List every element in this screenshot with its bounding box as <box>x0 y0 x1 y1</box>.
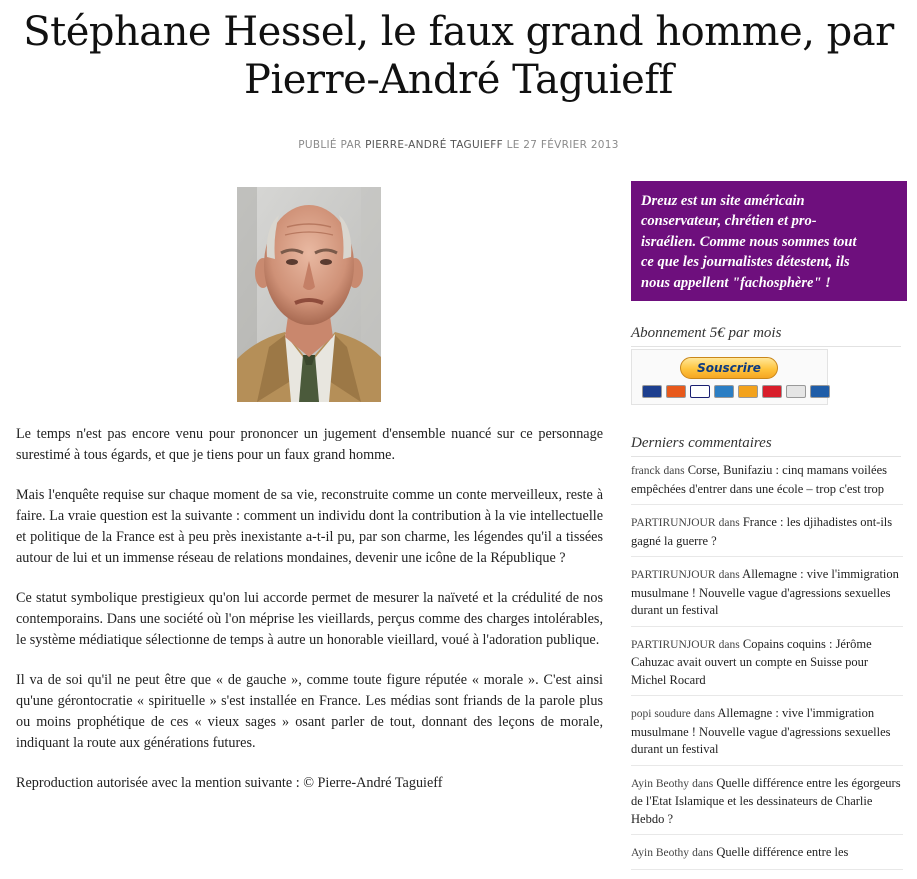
amex-icon <box>714 385 734 398</box>
comment-item <box>631 636 903 697</box>
byline-date: LE 27 FÉVRIER 2013 <box>506 139 619 151</box>
comment-item <box>631 566 903 627</box>
article-title-line-1: Stéphane Hessel, le faux grand homme, par <box>23 9 894 55</box>
comment-author[interactable]: popi soudure <box>631 708 691 720</box>
promo-line: conservateur, chrétien et pro- <box>641 213 817 230</box>
comment-item <box>631 775 903 836</box>
comment-item <box>631 462 903 505</box>
paypal-subscribe-box <box>631 349 828 405</box>
article-paragraph: Ce statut symbolique prestigieux qu'on lui accorde permet de mesurer la naïveté et la crédulité de nos contemporains. Dans une société où l'on méprise les vieillards, perçus comme des charges intolérables, le système médiatique sélectionne de temps à autre un honorable vieillard, voué à l'adoration publique. <box>16 590 603 648</box>
comment-item <box>631 514 903 557</box>
subscription-title: Abonnement 5€ par mois <box>631 325 901 347</box>
article-paragraph: Mais l'enquête requise sur chaque moment de sa vie, reconstruite comme un conte merveilleux, reste à faire. La vraie question est la suivante : comment un individu dont la contribution à la vie intellectuelle et politique de la France est à peu près inexistante a-t-il pu, par son charme, les légendes qu'il a tissées autour de lui et un immense réseau de relations mondaines, devenir une icône de la République ? <box>16 487 603 566</box>
copyright-notice: Reproduction autorisée avec la mention suivante : © Pierre-André Taguieff <box>16 775 443 791</box>
comment-item <box>631 844 903 870</box>
article-photo <box>237 187 381 402</box>
article-paragraph: Il va de soi qu'il ne peut être que « de gauche », comme toute figure réputée « morale ». C'est ainsi qu'une gérontocratie « spirituelle » s'est installée en France. Les médias sont friands de la parole plus ou moins prophétique de ces « vieux sages » osant parler de tout, donnant des leçons de morale, indiquant la route aux générations futures. <box>16 672 603 751</box>
comment-post-link[interactable]: Quelle différence entre les égorgeurs de l'Etat Islamique et les dessinateurs de Charlie Hebdo ? <box>631 775 901 826</box>
mastercard-icon <box>666 385 686 398</box>
comment-separator: dans <box>663 465 685 477</box>
article-paragraph: Le temps n'est pas encore venu pour prononcer un jugement d'ensemble nuancé sur ce personnage surestimé à tous égards, et que je tiens pour un faux grand homme. <box>16 426 603 463</box>
discover-icon <box>738 385 758 398</box>
comment-post-link[interactable]: Copains coquins : Jérôme Cahuzac avait ouvert un compte en Suisse pour Michel Rocard <box>631 636 872 687</box>
portrait-illustration <box>237 187 381 402</box>
comment-separator: dans <box>718 569 740 581</box>
byline-author-link[interactable]: PIERRE-ANDRÉ TAGUIEFF <box>365 139 503 151</box>
visa-icon <box>690 385 710 398</box>
article-body <box>16 424 603 813</box>
recent-comments-title: Derniers commentaires <box>631 435 901 457</box>
comment-separator: dans <box>718 517 740 529</box>
comment-post-link[interactable]: France : les djihadistes ont-ils gagné la guerre ? <box>631 515 893 548</box>
byline <box>0 139 917 151</box>
maestro-icon <box>642 385 662 398</box>
comment-author[interactable]: Ayin Beothy <box>631 777 690 790</box>
promo-banner <box>631 181 907 301</box>
comment-post-link[interactable]: Allemagne : vive l'immigration musulmane ! Nouvelle vague d'agressions sexuelles durant un festival <box>631 706 891 756</box>
promo-line: Dreuz est un site américain <box>641 193 805 209</box>
comment-post-link[interactable]: Allemagne : vive l'immigration musulmane ! Nouvelle vague d'agressions sexuelles durant un festival <box>631 567 899 617</box>
comment-separator: dans <box>692 847 714 859</box>
comment-post-link[interactable]: Quelle différence entre les <box>716 845 849 859</box>
promo-line: nous appellent "fachosphère" ! <box>641 274 831 291</box>
comment-author[interactable]: franck <box>631 465 661 477</box>
cb-icon <box>762 385 782 398</box>
comment-separator: dans <box>718 638 740 651</box>
subscribe-button[interactable]: Souscrire <box>680 357 778 379</box>
carte-bleue-icon <box>786 385 806 398</box>
comment-author[interactable]: PARTIRUNJOUR <box>631 569 716 581</box>
article-title <box>0 8 917 104</box>
comment-author[interactable]: PARTIRUNJOUR <box>631 517 716 529</box>
comment-separator: dans <box>693 708 715 720</box>
comment-separator: dans <box>692 777 714 790</box>
comment-item <box>631 705 903 766</box>
recent-comments-list <box>631 462 903 879</box>
comment-post-link[interactable]: Corse, Bunifaziu : cinq mamans voilées empêchées d'entrer dans une école – trop c'est trop <box>631 463 887 496</box>
diners-icon <box>810 385 830 398</box>
article-title-line-2: Pierre-André Taguieff <box>244 57 673 103</box>
promo-line: israélien. Comme nous sommes tout <box>641 233 857 250</box>
byline-prefix: PUBLIÉ PAR <box>298 139 362 151</box>
comment-author[interactable]: Ayin Beothy <box>631 847 690 859</box>
promo-line: ce que les journalistes détestent, ils <box>641 254 850 271</box>
comment-author[interactable]: PARTIRUNJOUR <box>631 638 716 651</box>
